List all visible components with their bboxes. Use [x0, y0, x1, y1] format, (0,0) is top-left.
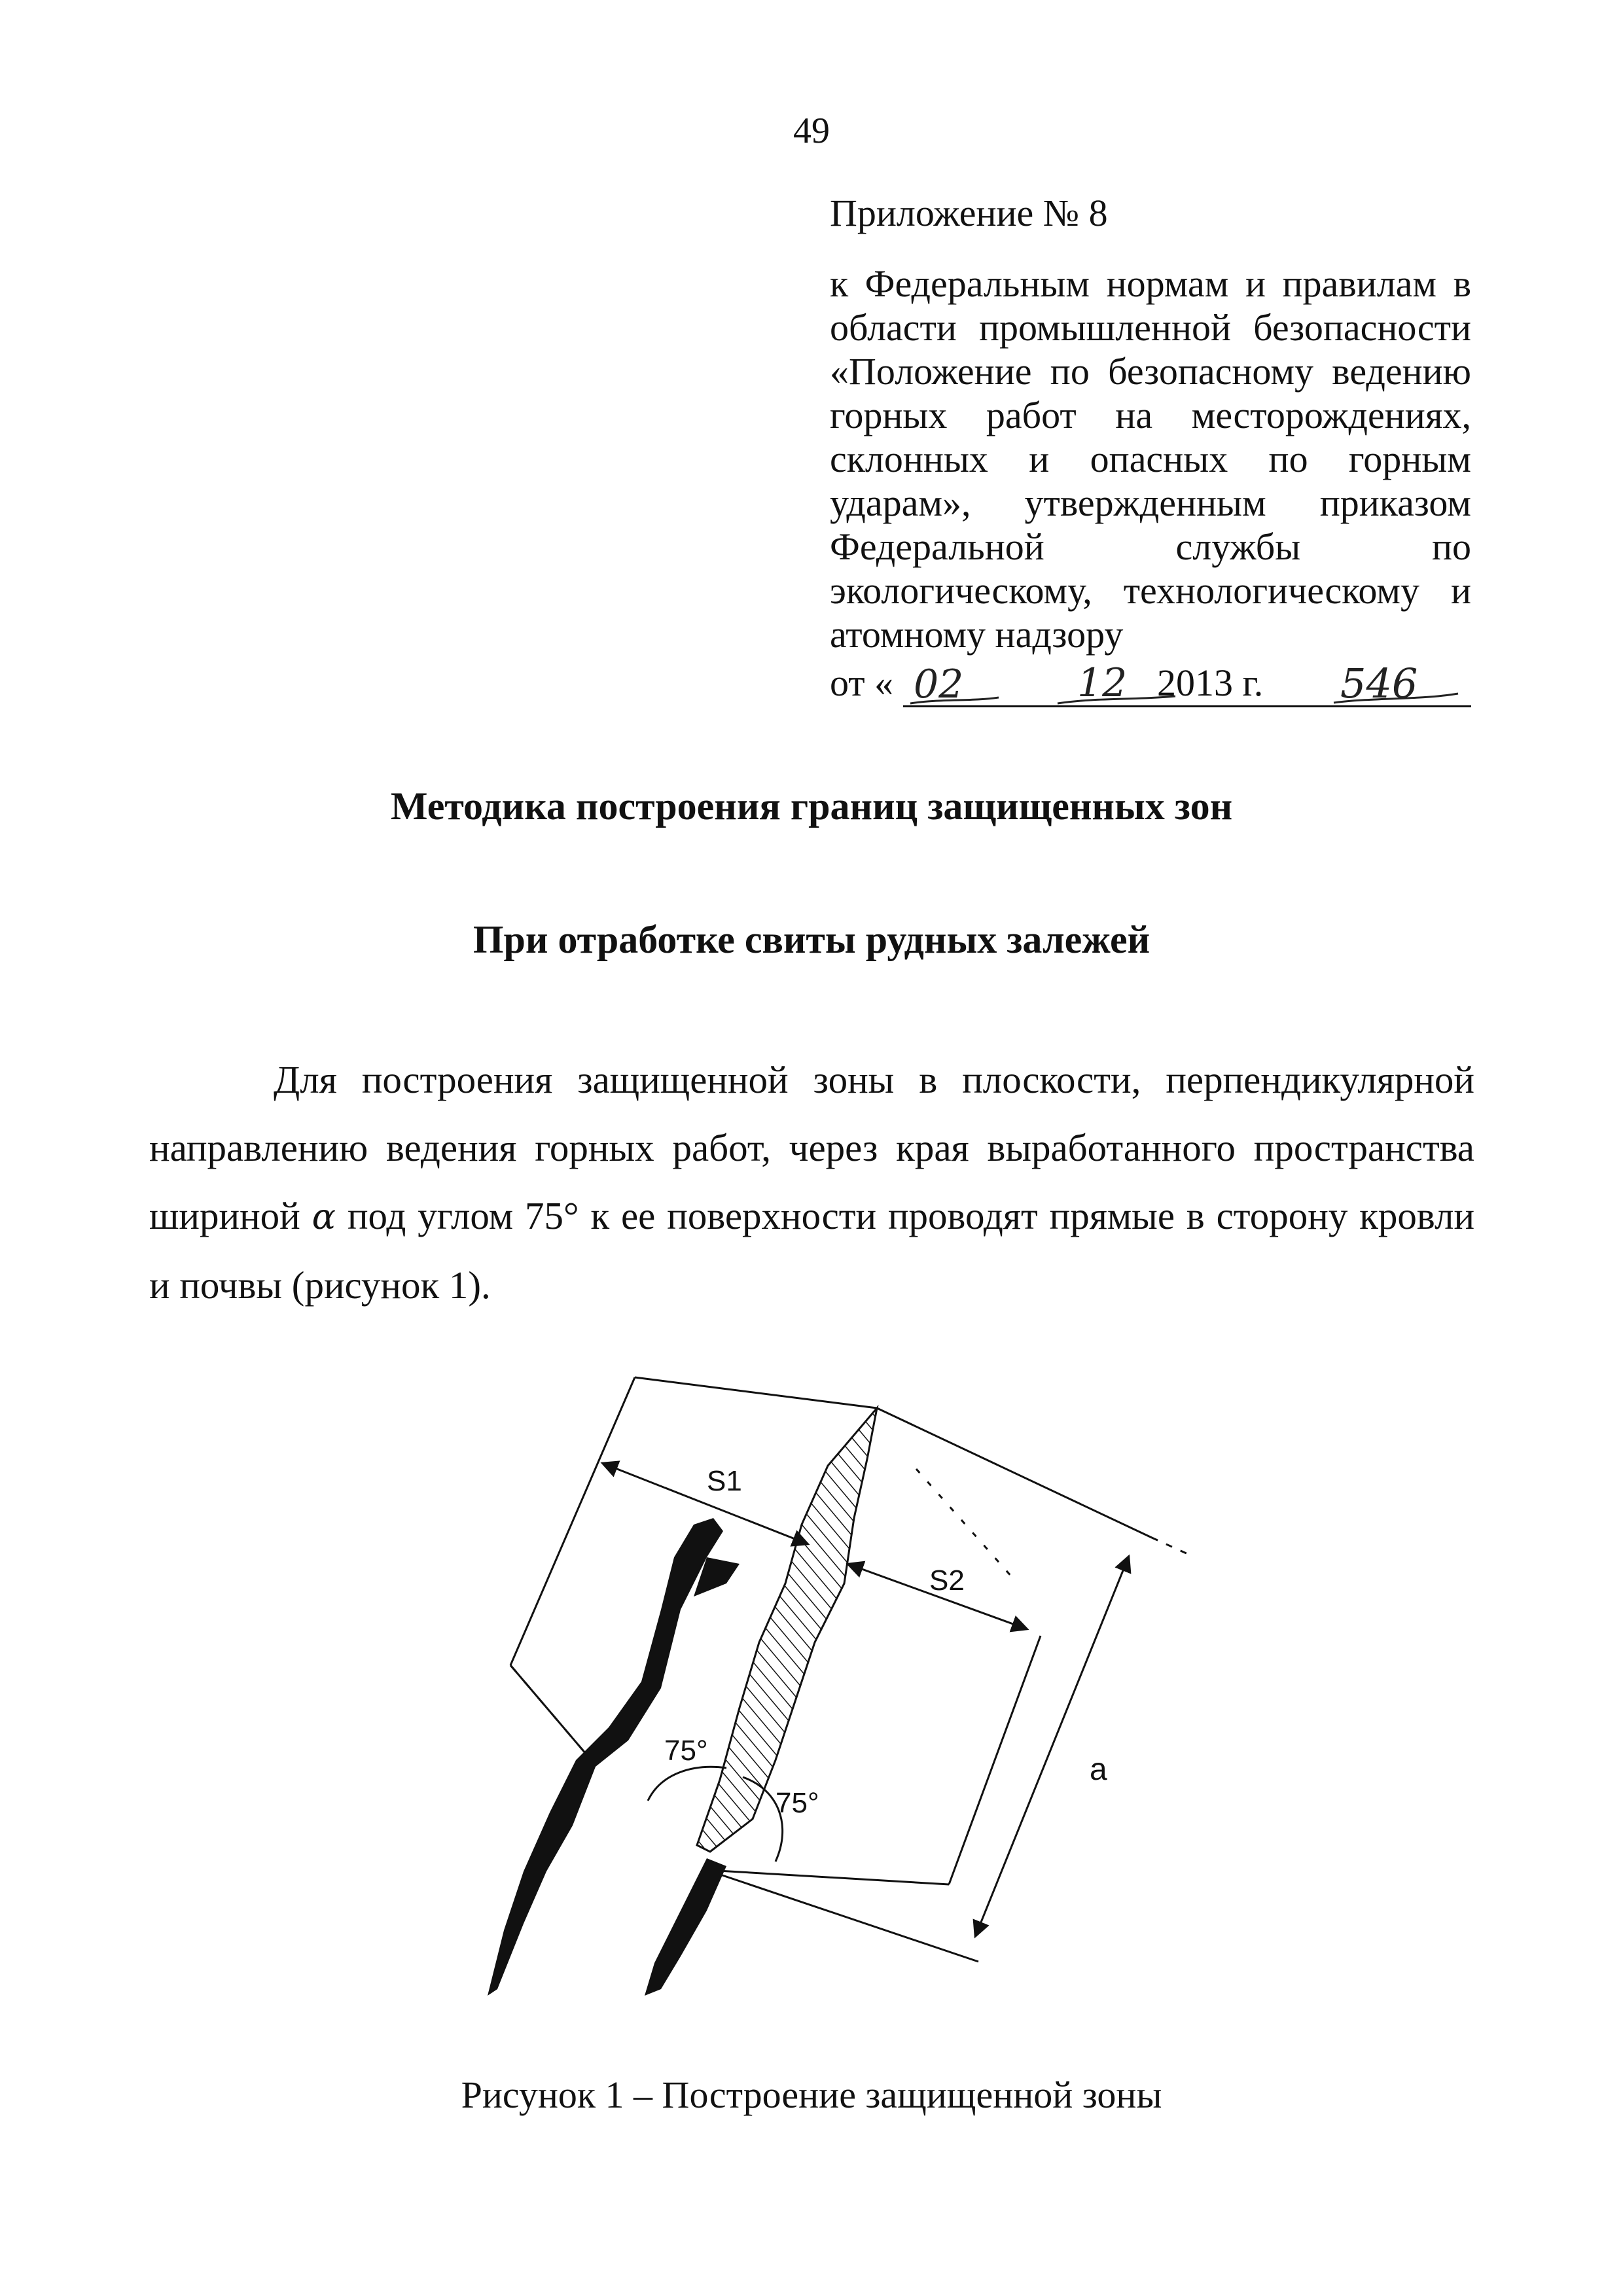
date-prefix: от «: [830, 662, 894, 704]
paragraph-line: и почвы (рисунок 1).: [149, 1263, 491, 1307]
appendix-line: склонных и опасных по горным: [830, 438, 1471, 480]
paragraph-fragment: шириной: [149, 1194, 300, 1237]
appendix-line: горных работ на месторождениях,: [830, 394, 1471, 436]
heading-method: Методика построения границ защищенных зон: [390, 785, 1233, 828]
date-year: 2013 г.: [1157, 662, 1264, 704]
label-angle-left: 75°: [664, 1735, 708, 1767]
paragraph-line: Для построения защищенной зоны в плоскости, перпендикулярной: [274, 1058, 1474, 1101]
label-s2: S2: [929, 1564, 965, 1597]
appendix-line: «Положение по безопасному ведению: [830, 350, 1471, 393]
label-s1: S1: [707, 1465, 742, 1497]
order-number: 546: [1340, 660, 1418, 707]
ore-body-right: [645, 1858, 726, 1996]
appendix-line: к Федеральным нормам и правилам в: [830, 262, 1471, 305]
label-angle-right: 75°: [776, 1787, 819, 1819]
figure-caption: Рисунок 1 – Построение защищенной зоны: [461, 2074, 1162, 2116]
label-a: a: [1090, 1752, 1107, 1787]
page-number: 49: [793, 111, 830, 151]
appendix-line: области промышленной безопасности: [830, 306, 1471, 349]
dimension-a: [975, 1556, 1129, 1937]
heading-ore-suite: При отработке свиты рудных залежей: [473, 918, 1150, 961]
alpha-symbol: α: [312, 1196, 336, 1237]
paragraph-fragment: под углом 75° к ее поверхности проводят прямые в сторону кровли: [347, 1194, 1475, 1237]
paragraph-line: направлению ведения горных работ, через края выработанного пространства: [149, 1126, 1474, 1169]
appendix-line: атомному надзору: [830, 613, 1124, 656]
date-day: 02: [914, 662, 964, 707]
appendix-line: Федеральной службы по: [830, 525, 1471, 568]
appendix-title: Приложение № 8: [830, 192, 1108, 234]
appendix-line: ударам», утвержденным приказом: [830, 482, 1471, 524]
appendix-line: экологическому, технологическому и: [830, 569, 1471, 612]
date-month: 12: [1077, 660, 1128, 706]
